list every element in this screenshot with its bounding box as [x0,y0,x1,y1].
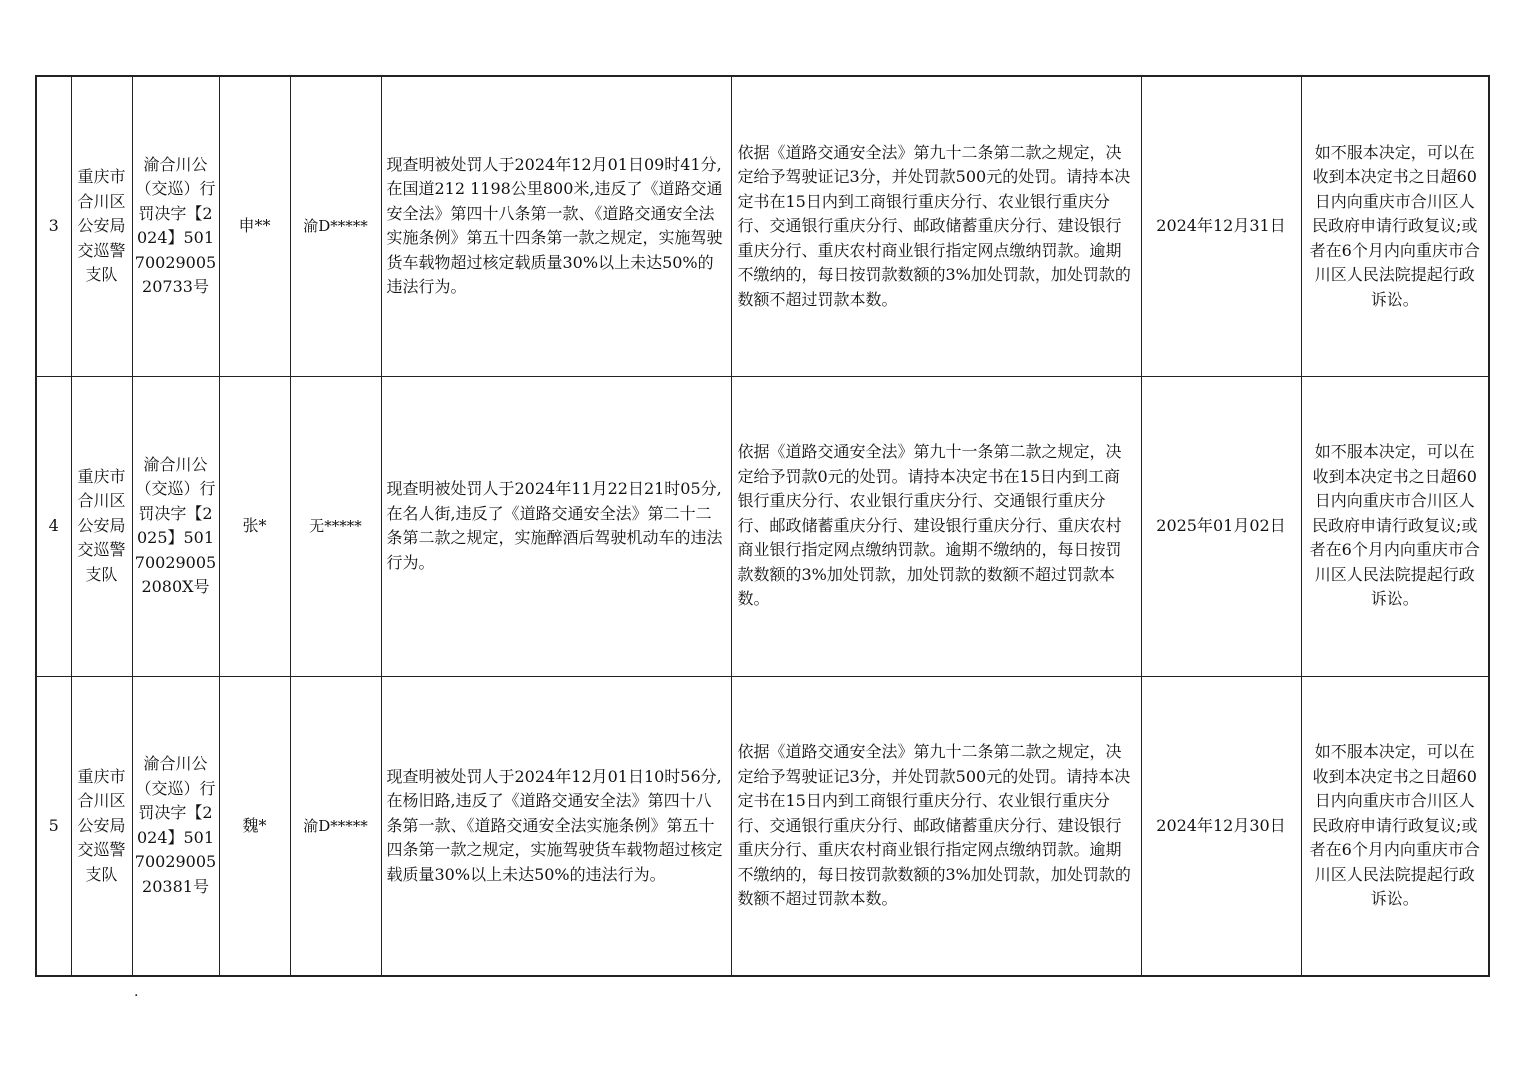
table-row [36,76,1489,376]
violation-facts-cell: 现查明被处罚人于2024年12月01日10时56分,在杨旧路,违反了《道路交通安全法》第四十八条第一款、《道路交通安全法实施条例》第五十四条第一款之规定，实施驾驶货车载物超过核定载质量30%以上未达50%的违法行为。 [381,676,731,976]
table-row [36,676,1489,976]
decision-date-cell: 2025年01月02日 [1141,376,1301,676]
decision-number-cell: 渝合川公（交巡）行罚决字【2024】5017002900520733号 [132,76,219,376]
stray-mark: . [134,984,139,1000]
plate-number-cell: 渝D***** [290,76,381,376]
row-number-cell: 3 [36,76,71,376]
agency-cell: 重庆市合川区公安局交巡警支队 [71,76,132,376]
violation-facts-cell: 现查明被处罚人于2024年11月22日21时05分,在名人街,违反了《道路交通安全法》第二十二条第二款之规定，实施醉酒后驾驶机动车的违法行为。 [381,376,731,676]
agency-cell: 重庆市合川区公安局交巡警支队 [71,676,132,976]
table-row [36,376,1489,676]
decision-number-cell: 渝合川公（交巡）行罚决字【2025】501700290052080X号 [132,376,219,676]
decision-number-cell: 渝合川公（交巡）行罚决字【2024】5017002900520381号 [132,676,219,976]
row-number-cell: 4 [36,376,71,676]
penalty-basis-cell: 依据《道路交通安全法》第九十一条第二款之规定，决定给予罚款0元的处罚。请持本决定书在15日内到工商银行重庆分行、农业银行重庆分行、交通银行重庆分行、邮政储蓄重庆分行、建设银行重庆分行、重庆农村商业银行指定网点缴纳罚款。逾期不缴纳的，每日按罚款数额的3%加处罚款，加处罚款的数额不超过罚款本数。 [731,376,1141,676]
offender-name-cell: 魏* [219,676,290,976]
decision-date-cell: 2024年12月30日 [1141,676,1301,976]
penalty-decision-table [35,75,1490,977]
agency-cell: 重庆市合川区公安局交巡警支队 [71,376,132,676]
offender-name-cell: 申** [219,76,290,376]
violation-facts-cell: 现查明被处罚人于2024年12月01日09时41分,在国道212 1198公里800米,违反了《道路交通安全法》第四十八条第一款、《道路交通安全法实施条例》第五十四条第一款之规定，实施驾驶货车载物超过核定载质量30%以上未达50%的违法行为。 [381,76,731,376]
plate-number-cell: 无***** [290,376,381,676]
legal-remedy-cell: 如不服本决定，可以在收到本决定书之日超60日内向重庆市合川区人民政府申请行政复议;或者在6个月内向重庆市合川区人民法院提起行政诉讼。 [1301,676,1489,976]
row-number-cell: 5 [36,676,71,976]
penalty-basis-cell: 依据《道路交通安全法》第九十二条第二款之规定，决定给予驾驶证记3分，并处罚款500元的处罚。请持本决定书在15日内到工商银行重庆分行、农业银行重庆分行、交通银行重庆分行、邮政储蓄重庆分行、建设银行重庆分行、重庆农村商业银行指定网点缴纳罚款。逾期不缴纳的，每日按罚款数额的3%加处罚款，加处罚款的数额不超过罚款本数。 [731,76,1141,376]
decision-date-cell: 2024年12月31日 [1141,76,1301,376]
plate-number-cell: 渝D***** [290,676,381,976]
offender-name-cell: 张* [219,376,290,676]
penalty-basis-cell: 依据《道路交通安全法》第九十二条第二款之规定，决定给予驾驶证记3分，并处罚款500元的处罚。请持本决定书在15日内到工商银行重庆分行、农业银行重庆分行、交通银行重庆分行、邮政储蓄重庆分行、建设银行重庆分行、重庆农村商业银行指定网点缴纳罚款。逾期不缴纳的，每日按罚款数额的3%加处罚款，加处罚款的数额不超过罚款本数。 [731,676,1141,976]
legal-remedy-cell: 如不服本决定，可以在收到本决定书之日超60日内向重庆市合川区人民政府申请行政复议;或者在6个月内向重庆市合川区人民法院提起行政诉讼。 [1301,376,1489,676]
legal-remedy-cell: 如不服本决定，可以在收到本决定书之日超60日内向重庆市合川区人民政府申请行政复议;或者在6个月内向重庆市合川区人民法院提起行政诉讼。 [1301,76,1489,376]
